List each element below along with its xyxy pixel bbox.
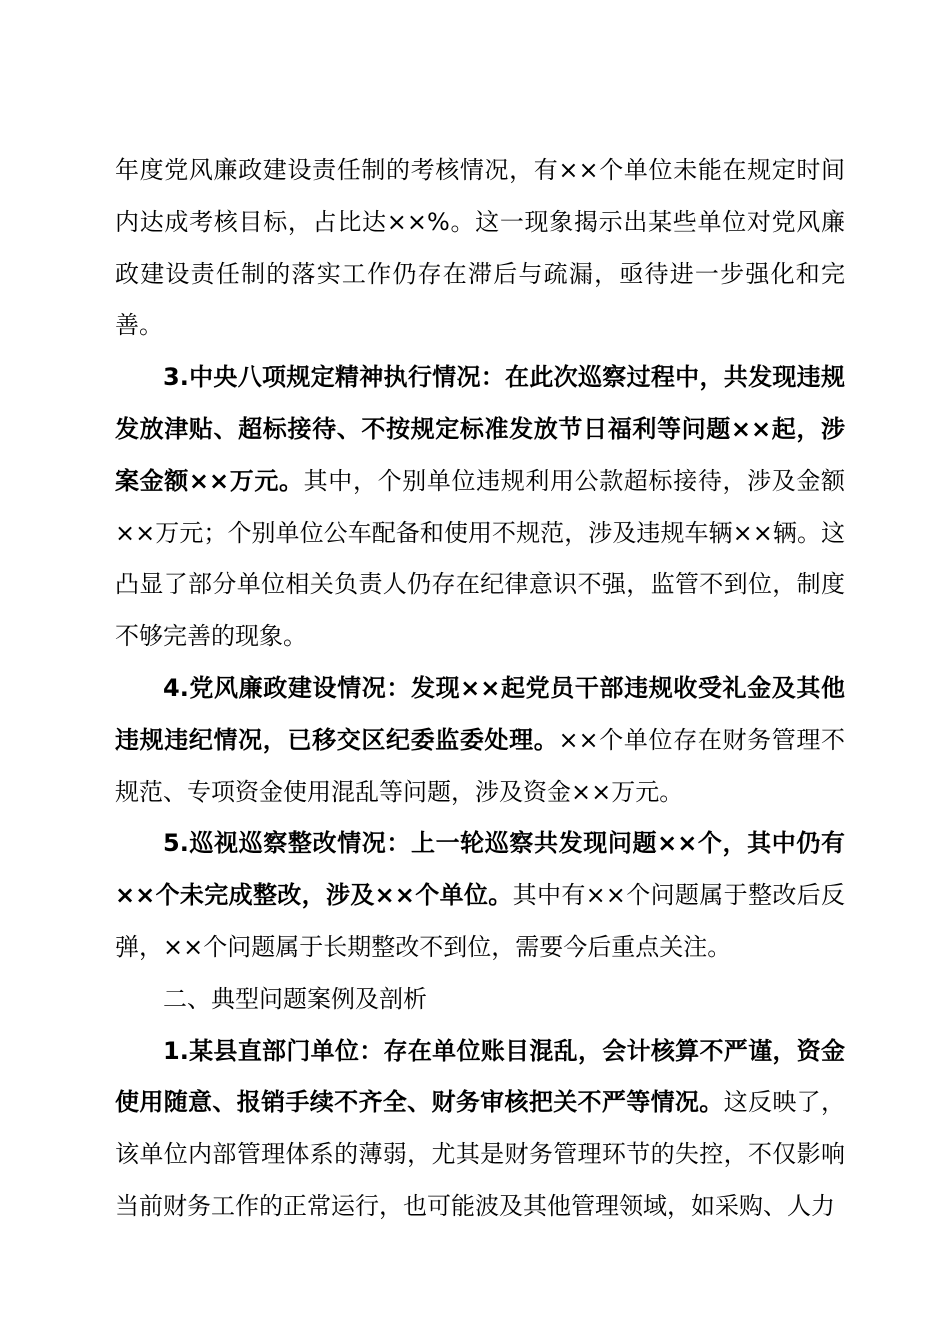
document-page <box>115 145 845 1233</box>
paragraph-item-3 <box>115 352 845 663</box>
paragraph-heading: 3.中央八项规定精神执行情况：在此次巡察过程中，共发现违规发放津贴、超标接待、不按规定标准发放节日福利等问题××起，涉案金额××万元。 <box>115 363 845 495</box>
paragraph-heading: 5.巡视巡察整改情况：上一轮巡察共发现问题××个，其中仍有××个未完成整改，涉及××个单位。 <box>115 829 845 910</box>
paragraph-text: 其中有××个问题属于整改后反弹，××个问题属于长期整改不到位，需要今后重点关注。 <box>115 881 846 961</box>
paragraph-text: ××个单位存在财务管理不规范、专项资金使用混乱等问题，涉及资金××万元。 <box>115 725 846 806</box>
paragraph-continuation <box>115 145 845 352</box>
section-title: 二、典型问题案例及剖析 <box>163 984 427 1013</box>
paragraph-text: 其中，个别单位违规利用公款超标接待，涉及金额××万元；个别单位公车配备和使用不规范，涉及违规车辆××辆。这凸显了部分单位相关负责人仍存在纪律意识不强，监管不到位，制度不够完善的现象。 <box>115 466 846 651</box>
paragraph-case-1 <box>115 1026 845 1233</box>
paragraph-item-4 <box>115 663 845 818</box>
paragraph-text: 这反映了，该单位内部管理体系的薄弱，尤其是财务管理环节的失控，不仅影响当前财务工作的正常运行，也可能波及其他管理领域，如采购、人力 <box>115 1088 846 1220</box>
paragraph-item-5 <box>115 818 845 973</box>
section-heading <box>115 974 845 1026</box>
paragraph-heading: 1.某县直部门单位：存在单位账目混乱，会计核算不严谨，资金使用随意、报销手续不齐全、财务审核把关不严等情况。 <box>115 1036 845 1117</box>
paragraph-heading: 4.党风廉政建设情况：发现××起党员干部违规收受礼金及其他违规违纪情况，已移交区纪委监委处理。 <box>115 673 845 754</box>
paragraph-text: 年度党风廉政建设责任制的考核情况，有××个单位未能在规定时间内达成考核目标，占比达××%。这一现象揭示出某些单位对党风廉政建设责任制的落实工作仍存在滞后与疏漏，亟待进一步强化和完善。 <box>115 156 845 340</box>
